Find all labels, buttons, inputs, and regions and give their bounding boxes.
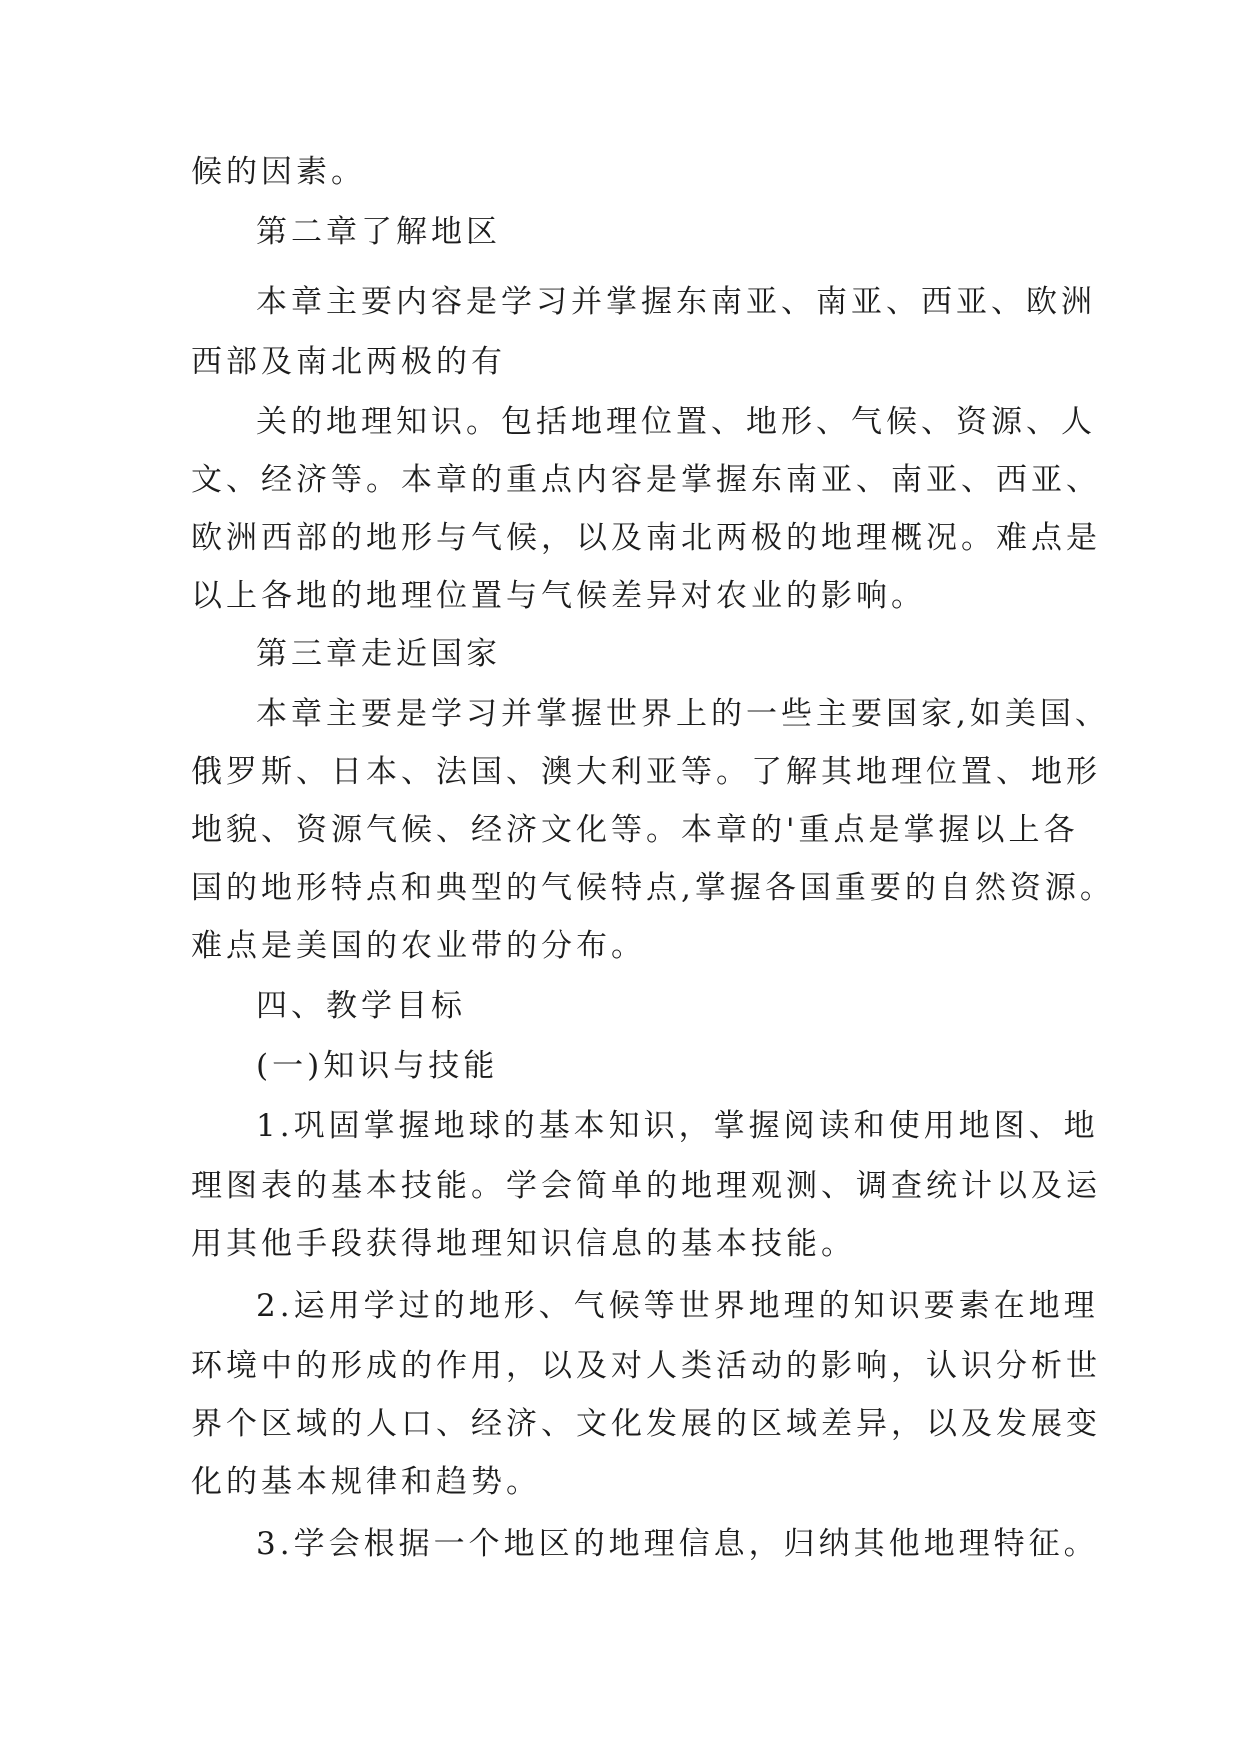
text-line: 本章主要内容是学习并掌握东南亚、南亚、西亚、欧洲 (256, 284, 1096, 320)
text-line: 以上各地的地理位置与气候差异对农业的影响。 (191, 578, 926, 614)
text-line: 环境中的形成的作用，以及对人类活动的影响，认识分析世 (191, 1348, 1101, 1384)
text-line: 文、经济等。本章的重点内容是掌握东南亚、南亚、西亚、 (191, 462, 1101, 498)
text-line: 界个区域的人口、经济、文化发展的区域差异，以及发展变 (191, 1406, 1101, 1442)
text-line: 3.学会根据一个地区的地理信息，归纳其他地理特征。 (256, 1526, 1099, 1562)
text-line: 2.运用学过的地形、气候等世界地理的知识要素在地理 (256, 1288, 1099, 1324)
text-line: 俄罗斯、日本、法国、澳大利亚等。了解其地理位置、地形 (191, 754, 1101, 790)
text-line: 西部及南北两极的有 (191, 344, 506, 380)
text-line: 用其他手段获得地理知识信息的基本技能。 (191, 1226, 856, 1262)
text-line: 1.巩固掌握地球的基本知识，掌握阅读和使用地图、地 (256, 1108, 1099, 1144)
text-line: 化的基本规律和趋势。 (191, 1464, 541, 1500)
text-line: 关的地理知识。包括地理位置、地形、气候、资源、人 (256, 404, 1096, 440)
chapter-heading: 第三章走近国家 (256, 636, 501, 672)
text-line: 地貌、资源气候、经济文化等。本章的'重点是掌握以上各 (191, 812, 1079, 848)
text-line: 国的地形特点和典型的气候特点,掌握各国重要的自然资源。 (191, 870, 1115, 906)
text-line: 本章主要是学习并掌握世界上的一些主要国家,如美国、 (256, 696, 1110, 732)
text-line: 候的因素。 (191, 154, 366, 190)
section-heading: 四、教学目标 (256, 988, 466, 1024)
text-line: 难点是美国的农业带的分布。 (191, 928, 646, 964)
text-line: 欧洲西部的地形与气候，以及南北两极的地理概况。难点是 (191, 520, 1101, 556)
subsection-heading: (一)知识与技能 (256, 1048, 499, 1084)
text-line: 理图表的基本技能。学会简单的地理观测、调查统计以及运 (191, 1168, 1101, 1204)
chapter-heading: 第二章了解地区 (256, 214, 501, 250)
